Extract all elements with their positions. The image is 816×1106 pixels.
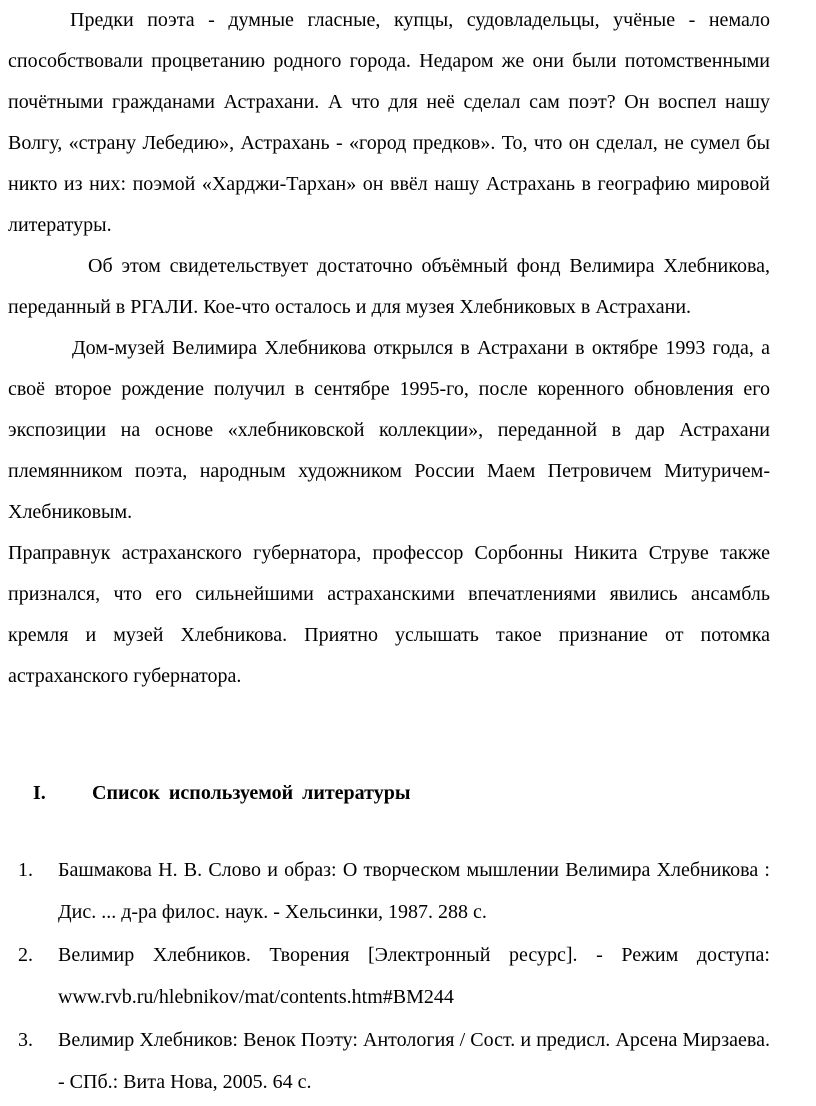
reference-list xyxy=(18,849,770,1104)
reference-number: 2. xyxy=(18,944,33,966)
reference-number: 3. xyxy=(18,1029,33,1051)
paragraph-ancestors: Предки поэта - думные гласные, купцы, судовладельцы, учёные - немало способствовали процветанию родного города. Недаром же они были потомственными почётными гражданами Астрахани. А что для неё сделал сам поэт? Он воспел нашу Волгу, «страну Лебедию», Астрахань - «город предков». То, что он сделал, не сумел бы никто из них: поэмой «Харджи-Тархан» он ввёл нашу Астрахань в географию мировой литературы. xyxy=(8,9,770,236)
reference-text: Велимир Хлебников. Творения [Электронный ресурс]. - Режим доступа: www.rvb.ru/hlebnikov/mat/contents.htm#BM244 xyxy=(58,944,770,1008)
list-item xyxy=(18,1019,770,1103)
reference-text: Велимир Хлебников: Венок Поэту: Антология / Сост. и предисл. Арсена Мирзаева. - СПб.: Вита Нова, 2005. 64 с. xyxy=(58,1029,770,1093)
body-text xyxy=(8,0,770,697)
list-item xyxy=(18,849,770,933)
section-heading xyxy=(33,775,733,811)
list-item xyxy=(18,934,770,1018)
paragraph-fund: Об этом свидетельствует достаточно объёмный фонд Велимира Хлебникова, переданный в РГАЛИ. Кое-что осталось и для музея Хлебниковых в Астрахани. xyxy=(8,255,770,318)
section-title: Список используемой литературы xyxy=(92,782,411,804)
paragraph-struve: Праправнук астраханского губернатора, профессор Сорбонны Никита Струве также признался, что его сильнейшими астраханскими впечатлениями явились ансамбль кремля и музей Хлебникова. Приятно услышать такое признание от потомка астраханского губернатора. xyxy=(8,542,770,687)
reference-number: 1. xyxy=(18,859,33,881)
paragraph-museum: Дом-музей Велимира Хлебникова открылся в Астрахани в октябре 1993 года, а своё второе рождение получил в сентябре 1995-го, после коренного обновления его экспозиции на основе «хлебниковской коллекции», переданной в дар Астрахани племянником поэта, народным художником России Маем Петровичем Митуричем-Хлебниковым. xyxy=(8,337,770,523)
section-number: I. xyxy=(33,782,46,804)
reference-text: Башмакова Н. В. Слово и образ: О творческом мышлении Велимира Хлебникова : Дис. ... д-ра филос. наук. - Хельсинки, 1987. 288 с. xyxy=(58,859,770,923)
